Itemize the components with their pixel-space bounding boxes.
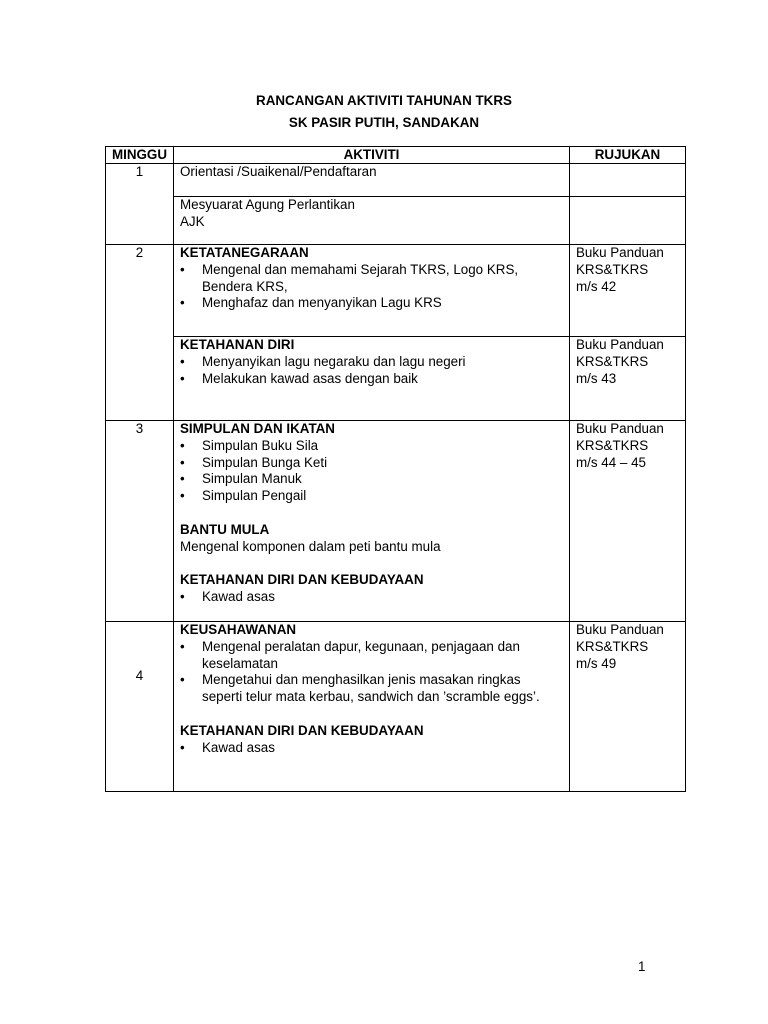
reference-cell: [570, 421, 686, 622]
list-item: • Simpulan Buku Sila: [180, 438, 563, 455]
section-heading: KETAHANAN DIRI: [180, 337, 295, 352]
section-heading: KETATANEGARAAN: [180, 245, 309, 260]
list-item: • Simpulan Bunga Keti: [180, 455, 563, 472]
list-item: • Melakukan kawad asas dengan baik: [180, 371, 563, 388]
table-row: [106, 197, 686, 245]
reference-cell: [570, 164, 686, 197]
reference-cell: [570, 197, 686, 245]
list-item: • Kawad asas: [180, 740, 563, 757]
bullet-list: [180, 589, 563, 606]
reference-line: m/s 49: [576, 655, 617, 671]
header-minggu: MINGGU: [106, 147, 174, 164]
list-item: • Menghafaz dan menyanyikan Lagu KRS: [180, 295, 563, 312]
table-header-row: [106, 147, 686, 164]
reference-line: Buku Panduan: [576, 622, 664, 637]
reference-line: Buku Panduan: [576, 337, 664, 352]
activity-cell: [174, 245, 570, 337]
table-row: [106, 164, 686, 197]
week-number: 1: [106, 164, 174, 245]
section-heading: BANTU MULA: [180, 521, 270, 537]
list-item: • Simpulan Pengail: [180, 488, 563, 505]
reference-cell: [570, 245, 686, 337]
reference-line: KRS&TKRS: [576, 638, 649, 654]
bullet-list: [180, 438, 563, 505]
activity-cell: [174, 197, 570, 245]
table-row: [106, 421, 686, 622]
week-number: 2: [106, 245, 174, 421]
page-number: 1: [638, 959, 646, 974]
activity-text: Orientasi /Suaikenal/Pendaftaran: [180, 164, 377, 179]
reference-line: Buku Panduan: [576, 245, 664, 260]
section-heading: SIMPULAN DAN IKATAN: [180, 421, 335, 436]
bullet-list: [180, 262, 563, 312]
section-heading: KETAHANAN DIRI DAN KEBUDAYAAN: [180, 572, 424, 588]
reference-cell: [570, 337, 686, 421]
reference-line: m/s 42: [576, 278, 617, 294]
activity-text: Mesyuarat Agung Perlantikan: [180, 197, 355, 212]
section-heading: KEUSAHAWANAN: [180, 622, 297, 637]
reference-cell: [570, 622, 686, 792]
list-item: • Menyanyikan lagu negaraku dan lagu negeri: [180, 354, 563, 371]
document-subtitle: SK PASIR PUTIH, SANDAKAN: [288, 115, 480, 130]
activity-text: Mengenal komponen dalam peti bantu mula: [180, 538, 441, 554]
activity-text: AJK: [180, 213, 205, 229]
section-heading: KETAHANAN DIRI DAN KEBUDAYAAN: [180, 722, 424, 738]
reference-line: m/s 43: [576, 370, 617, 386]
reference-line: KRS&TKRS: [576, 353, 649, 369]
header-aktiviti: AKTIVITI: [174, 147, 570, 164]
activity-cell: [174, 164, 570, 197]
document-title: RANCANGAN AKTIVITI TAHUNAN TKRS: [256, 93, 512, 108]
list-item: • Mengenal dan memahami Sejarah TKRS, Logo KRS, Bendera KRS,: [180, 262, 563, 296]
bullet-list: [180, 740, 563, 757]
list-item: • Kawad asas: [180, 589, 563, 606]
header-rujukan: RUJUKAN: [570, 147, 686, 164]
week-number: 3: [106, 421, 174, 622]
table-row: [106, 245, 686, 337]
list-item: • Mengetahui dan menghasilkan jenis masakan ringkas seperti telur mata kerbau, sandwich dan ’scramble eggs’.: [180, 672, 563, 706]
activity-cell: [174, 622, 570, 792]
reference-line: KRS&TKRS: [576, 437, 649, 453]
bullet-list: [180, 354, 563, 388]
activity-cell: [174, 337, 570, 421]
reference-line: m/s 44 – 45: [576, 454, 646, 470]
activity-cell: [174, 421, 570, 622]
list-item: • Mengenal peralatan dapur, kegunaan, penjagaan dan keselamatan: [180, 639, 563, 673]
week-number: 4: [106, 622, 174, 792]
table-row: [106, 337, 686, 421]
reference-line: KRS&TKRS: [576, 261, 649, 277]
activity-table: [105, 146, 686, 792]
list-item: • Simpulan Manuk: [180, 471, 563, 488]
bullet-list: [180, 639, 563, 706]
reference-line: Buku Panduan: [576, 421, 664, 436]
table-row: [106, 622, 686, 792]
